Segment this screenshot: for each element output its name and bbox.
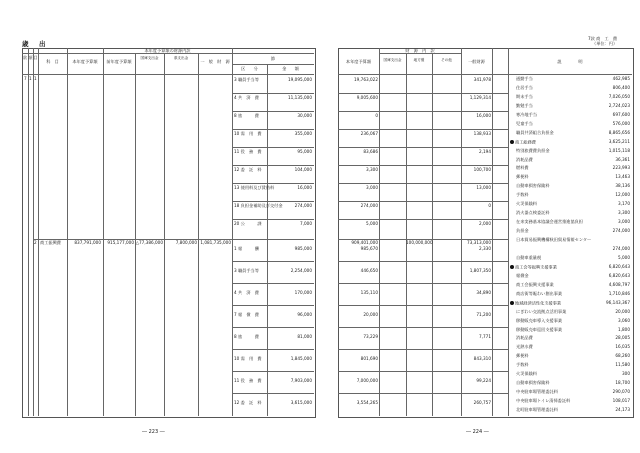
kou-number: 1 xyxy=(29,76,32,81)
explanation-label: 勤勉手当 xyxy=(516,102,533,108)
explanation-text xyxy=(516,104,533,108)
value-c1: 801,690 xyxy=(360,356,378,361)
explanation-text xyxy=(516,229,529,233)
value-c1: 274,000 xyxy=(360,203,378,208)
value-c1: 0 xyxy=(375,113,378,118)
header-zaigen-group: 財 源 内 訳 xyxy=(405,48,435,53)
explanation-text xyxy=(516,220,583,224)
dept-label: 7款 商 工 費 xyxy=(588,36,618,41)
moku-number-1: 1 xyxy=(34,76,37,81)
setsu-amount: 7,000 xyxy=(300,221,312,226)
explanation-label: 地域経済活性化支援事業 xyxy=(515,300,562,306)
explanation-text xyxy=(516,310,566,314)
value-c1: 446,650 xyxy=(360,268,378,273)
explanation-amount: 11,580 xyxy=(615,362,630,368)
setsu-label: 12 委 託 料 xyxy=(234,167,262,172)
explanation-amount: 290,070 xyxy=(612,389,630,395)
explanation-text xyxy=(516,193,529,197)
explanation-label: 消耗品費 xyxy=(516,335,533,341)
bullet-dot-icon xyxy=(510,301,514,305)
setsu-label: 18 負担金補助及び交付金 xyxy=(234,203,283,208)
moku2-zennendo: 915,177,000 xyxy=(107,240,134,245)
section-title: 歳 出 xyxy=(22,40,48,48)
explanation-amount: 4,608,797 xyxy=(608,281,630,287)
page-number-left: ― 223 ― xyxy=(142,429,165,435)
value-c1: 83,686 xyxy=(363,149,378,154)
explanation-label: 期末手当 xyxy=(516,93,533,99)
header-kokko-r: 国庫支出金 xyxy=(383,58,402,62)
header-sonota-r: その他 xyxy=(441,58,452,62)
setsu-label: 8 旅 費 xyxy=(234,334,259,339)
header-kingaku: 金 額 xyxy=(282,66,299,71)
explanation-text xyxy=(516,77,533,81)
explanation-amount: 12,000 xyxy=(615,192,630,198)
explanation-text xyxy=(516,408,558,412)
setsu-amount: 7,903,000 xyxy=(290,378,312,383)
explanation-text xyxy=(510,265,557,270)
explanation-label: 火災保険料 xyxy=(516,371,537,377)
value-c1: 3,000 xyxy=(366,185,378,190)
explanation-text xyxy=(516,292,562,296)
moku-number-2: 2 xyxy=(34,240,37,245)
explanation-text xyxy=(516,86,533,90)
explanation-text xyxy=(510,140,536,145)
row-b-c3: 100,000,000 xyxy=(406,240,433,245)
explanation-amount: 6,820,643 xyxy=(608,272,630,278)
value-c5: 1,807,350 xyxy=(469,268,491,273)
setsu-label: 8 旅 費 xyxy=(234,113,259,118)
explanation-text xyxy=(516,166,529,170)
explanation-label: 報償金 xyxy=(516,272,529,278)
explanation-label: 移動販売車導入支援事業 xyxy=(516,317,563,323)
explanation-label: 寒冷地手当 xyxy=(516,111,537,117)
explanation-text xyxy=(516,354,529,358)
explanation-text xyxy=(516,363,529,367)
explanation-text xyxy=(516,131,554,135)
value-c1: 3,300 xyxy=(366,167,378,172)
explanation-amount: 6,820,643 xyxy=(608,263,630,269)
explanation-amount: 697,600 xyxy=(612,111,630,117)
header-zennendo: 前年度予算額 xyxy=(106,59,132,64)
explanation-label: 火災保険料 xyxy=(516,201,537,207)
header-setsumei: 説 明 xyxy=(557,59,583,64)
right-page xyxy=(320,0,640,453)
bullet-dot-icon xyxy=(510,140,514,144)
setsu-amount: 81,000 xyxy=(297,334,312,339)
value-c5: 260,757 xyxy=(473,400,491,405)
setsu-amount: 170,000 xyxy=(294,290,312,295)
explanation-amount: 3,000 xyxy=(618,219,630,225)
explanation-text xyxy=(516,390,558,394)
value-c5: 2,000 xyxy=(479,221,491,226)
explanation-text xyxy=(516,184,550,188)
setsu-label: 10 需 用 費 xyxy=(234,356,262,361)
explanation-label: 日本貿易振興機構秋田貿易情報センター xyxy=(516,237,592,243)
setsu-label: 12 委 託 料 xyxy=(234,400,262,405)
value-c5: 2,194 xyxy=(479,149,491,154)
setsu-amount: 19,095,000 xyxy=(288,77,312,82)
value-c5: 71,200 xyxy=(476,312,491,317)
moku2-hikaku: △77,386,000 xyxy=(135,240,163,245)
setsu-label: 11 役 務 費 xyxy=(234,378,262,383)
header-budget-group: 本年度予算額の財源内訳 xyxy=(144,48,191,53)
explanation-label: 郵便料 xyxy=(516,174,529,180)
explanation-amount: 7,026,050 xyxy=(608,93,630,99)
value-c5: 34,890 xyxy=(476,290,491,295)
explanation-text xyxy=(516,319,562,323)
value-c5: 13,000 xyxy=(476,185,491,190)
explanation-text xyxy=(516,158,533,162)
value-c1: 3,554,265 xyxy=(356,400,378,405)
setsu-label: 20 公 課 xyxy=(234,221,262,226)
explanation-label: 商店街等賑わい創出事業 xyxy=(516,290,563,296)
explanation-label: 光熱水費 xyxy=(516,344,533,350)
header-moku: 目 xyxy=(33,55,38,60)
explanation-text xyxy=(516,122,533,126)
explanation-label: 消耗品費 xyxy=(516,156,533,162)
explanation-amount: 300 xyxy=(622,371,630,377)
explanation-amount: 96,143,367 xyxy=(606,299,630,305)
explanation-label: 北町駐車場管理委託料 xyxy=(516,407,558,413)
explanation-amount: 28,005 xyxy=(615,335,630,341)
value-c1: 7,000,000 xyxy=(356,378,378,383)
explanation-label: 燃料費 xyxy=(516,165,529,171)
setsu-amount: 16,000 xyxy=(297,185,312,190)
row-b-c5: 73,313,000 xyxy=(467,240,491,245)
kan-number: 7 xyxy=(24,76,27,81)
setsu-amount: 355,000 xyxy=(294,131,312,136)
explanation-text xyxy=(516,175,529,179)
explanation-text xyxy=(516,399,570,403)
explanation-amount: 3,170 xyxy=(618,201,630,207)
explanation-amount: 20,000 xyxy=(615,308,630,314)
setsu-label: 13 使用料及び賃借料 xyxy=(234,185,275,190)
moku-name-2: 商工振興費 xyxy=(40,240,61,245)
header-setsu: 節 xyxy=(270,56,276,61)
header-kan: 款 xyxy=(22,55,28,60)
setsu-label: 10 需 用 費 xyxy=(234,131,262,136)
moku2-honendo: 837,791,000 xyxy=(74,240,101,245)
setsu-amount: 1,845,000 xyxy=(290,356,312,361)
unit-label: （単位：円） xyxy=(592,41,618,46)
explanation-amount: 3,625,211 xyxy=(608,138,630,144)
explanation-amount: 36,361 xyxy=(615,156,630,162)
setsu-label: 3 職員手当等 xyxy=(234,77,259,82)
explanation-text xyxy=(516,336,533,340)
setsu-amount: 96,000 xyxy=(297,312,312,317)
setsu-amount: 30,000 xyxy=(297,113,312,118)
explanation-label: 特別旅費費負担金 xyxy=(516,147,550,153)
explanation-text xyxy=(516,372,537,376)
explanation-text xyxy=(516,202,537,206)
explanation-label: 商工会振興支援事業 xyxy=(516,281,554,287)
explanation-label: 負担金 xyxy=(516,228,529,234)
explanation-amount: 274,000 xyxy=(612,246,630,251)
explanation-label: 中央駐車場トイレ清掃委託料 xyxy=(516,398,571,404)
value-c1: 9,005,600 xyxy=(356,95,378,100)
explanation-label: 中央駐車場管理委託料 xyxy=(516,389,558,395)
explanation-label: 自動車損害保険料 xyxy=(516,183,550,189)
explanation-amount: 1,710,846 xyxy=(608,290,630,296)
value-c5: 7,771 xyxy=(479,334,491,339)
explanation-amount: 576,000 xyxy=(612,120,630,126)
setsu-label: 4 共 済 費 xyxy=(234,290,259,295)
header-ippan: 一 般 財 源 xyxy=(200,59,230,64)
explanation-amount: 462,985 xyxy=(612,76,630,81)
explanation-label: 自動車重量税 xyxy=(516,254,542,260)
explanation-text xyxy=(516,113,537,117)
explanation-amount: 24,173 xyxy=(615,407,630,413)
value-c5: 16,000 xyxy=(476,113,491,118)
setsu-amount: 274,000 xyxy=(294,203,312,208)
explanation-amount: 38,136 xyxy=(615,183,630,189)
value-c1: 20,000 xyxy=(363,312,378,317)
setsu-amount: 11,135,000 xyxy=(288,95,312,100)
explanation-amount: 16,035 xyxy=(615,344,630,350)
moku2-kokko: 7,800,000 xyxy=(175,240,197,245)
explanation-text xyxy=(516,256,541,260)
explanation-label: 商工総務費 xyxy=(515,139,536,145)
value-c5: 99,224 xyxy=(476,378,491,383)
value-c1: 5,000 xyxy=(366,221,378,226)
setsu-amount: 3,615,000 xyxy=(290,400,312,405)
explanation-amount: 223,993 xyxy=(612,165,630,171)
header-honen-r: 本年度予算額 xyxy=(345,59,372,64)
value-c5: 138,933 xyxy=(473,131,491,136)
value-c5: 100,700 xyxy=(473,167,491,172)
explanation-text xyxy=(516,345,533,349)
explanation-text xyxy=(516,211,550,215)
explanation-label: 通勤手当 xyxy=(516,76,533,81)
explanation-amount: 274,000 xyxy=(612,228,630,234)
explanation-label: 自動車損害保険料 xyxy=(516,380,550,386)
value-c1: 73,229 xyxy=(363,334,378,339)
explanation-label: にぎわい交流拠点活用事業 xyxy=(516,308,567,314)
setsu-amount: 104,000 xyxy=(294,167,312,172)
explanation-label: 手数料 xyxy=(516,362,529,368)
explanation-amount: 806,400 xyxy=(612,84,630,90)
setsu-label: 3 職員手当等 xyxy=(234,268,259,273)
explanation-label: 商工会等振興支援事業 xyxy=(515,264,557,270)
setsu-label: 4 共 済 費 xyxy=(234,95,259,100)
value-c1: 985,670 xyxy=(360,246,378,251)
value-c5: 1,129,314 xyxy=(469,95,491,100)
setsu-label: 11 役 務 費 xyxy=(234,149,262,154)
explanation-text xyxy=(516,381,550,385)
explanation-label: 職員共済組合負担金 xyxy=(516,129,554,135)
header-kou: 項 xyxy=(28,55,33,60)
setsu-amount: 95,000 xyxy=(297,149,312,154)
explanation-amount: 3,060 xyxy=(618,317,630,323)
explanation-label: 移動販売車巡回支援事業 xyxy=(516,326,563,332)
value-c5: 2,330 xyxy=(479,246,491,251)
moku2-ippan: 1,081,735,000 xyxy=(200,240,231,245)
explanation-label: 消火器点検委託料 xyxy=(516,210,550,216)
explanation-amount: 108,017 xyxy=(612,398,630,404)
explanation-text xyxy=(516,274,529,278)
value-c5: 843,310 xyxy=(473,356,491,361)
explanation-text xyxy=(516,283,554,287)
explanation-amount: 2,724,023 xyxy=(608,102,630,108)
header-kensishutsu: 県支出金 xyxy=(173,56,189,60)
row-b-c1: 909,401,000 xyxy=(351,240,378,245)
explanation-amount: 18,700 xyxy=(615,380,630,386)
header-kubun: 区 分 xyxy=(241,66,258,71)
value-c1: 135,110 xyxy=(360,290,378,295)
explanation-label: 手数料 xyxy=(516,192,529,198)
explanation-label: 郵便料 xyxy=(516,353,529,359)
setsu-amount: 2,254,000 xyxy=(290,268,312,273)
explanation-amount: 8,865,656 xyxy=(608,129,630,135)
explanation-text xyxy=(516,238,591,242)
explanation-amount: 5,000 xyxy=(618,254,630,260)
explanation-amount: 13,463 xyxy=(615,174,630,180)
explanation-label: 児童手当 xyxy=(516,120,533,126)
explanation-label: 住居手当 xyxy=(516,84,533,90)
setsu-label: 1 報 酬 xyxy=(234,246,259,251)
page-number-right: ― 224 ― xyxy=(466,429,489,435)
setsu-amount: 985,000 xyxy=(294,246,312,251)
explanation-text xyxy=(516,149,550,153)
value-c1: 236,067 xyxy=(360,131,378,136)
explanation-amount: 1,800 xyxy=(618,326,630,332)
explanation-label: 在来実務基本協議会運営推進協負担 xyxy=(516,219,584,225)
explanation-text xyxy=(516,328,562,332)
explanation-text xyxy=(510,301,561,306)
header-kokko: 国庫支出金 xyxy=(140,56,159,60)
bullet-dot-icon xyxy=(510,265,514,269)
header-ippan-r: 一般財源 xyxy=(468,59,485,64)
explanation-amount: 68,260 xyxy=(615,353,630,359)
explanation-amount: 1,015,118 xyxy=(608,147,630,153)
header-chihousai-r: 地方債 xyxy=(413,58,425,62)
setsu-label: 7 報 償 費 xyxy=(234,312,259,317)
value-c5: 0 xyxy=(488,203,491,208)
explanation-text xyxy=(516,95,533,99)
explanation-amount: 3,300 xyxy=(618,210,630,216)
value-c1: 19,763,022 xyxy=(354,77,378,82)
header-honendo: 本年度予算額 xyxy=(72,59,98,64)
header-kamoku: 科 目 xyxy=(46,59,59,64)
value-c5: 341,978 xyxy=(473,77,491,82)
